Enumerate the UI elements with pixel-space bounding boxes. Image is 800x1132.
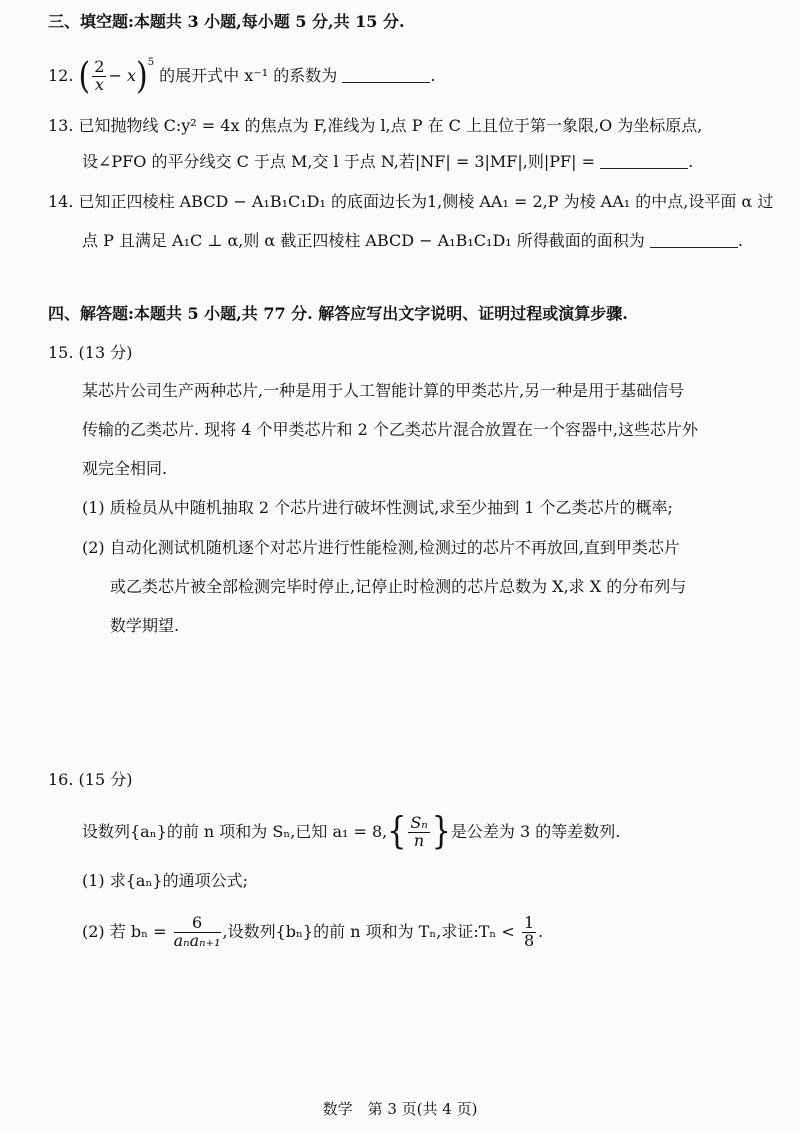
q15-header: 15. (13 分) xyxy=(48,343,133,362)
q16-subquestion-1: (1) 求{aₙ}的通项公式; xyxy=(82,871,248,890)
q16-s2-prefix: (2) 若 bₙ = xyxy=(82,921,167,941)
q12-minus-x: − x xyxy=(108,66,136,85)
q16-bn-fraction: $\frac{6}{\text{aₙaₙ₊₁}}$ xyxy=(173,913,221,950)
q12-answer-blank[interactable] xyxy=(342,82,430,83)
q12-right-paren: ) xyxy=(135,54,148,97)
page-footer: 数学 第 3 页(共 4 页) xyxy=(322,1100,478,1118)
q14-answer-blank[interactable] xyxy=(650,247,738,248)
q16-intro-a: 设数列{aₙ}的前 n 项和为 Sₙ,已知 a₁ = 8, xyxy=(82,821,388,841)
q15-subquestion-2-line1: (2) 自动化测试机随机逐个对芯片进行性能检测,检测过的芯片不再放回,直到甲类芯片 xyxy=(82,538,680,557)
q12-text: 的展开式中 x⁻¹ 的系数为 xyxy=(159,66,338,85)
q13-line1: 13. 已知抛物线 C:y² = 4x 的焦点为 F,准线为 l,点 P 在 C 上且位于第一象限,O 为坐标原点, xyxy=(48,116,703,135)
q16-s2-mid: ,设数列{bₙ}的前 n 项和为 Tₙ,求证:Tₙ < xyxy=(222,921,515,941)
q16-intro-b: 是公差为 3 的等差数列. xyxy=(450,821,621,841)
question-13-line2: 设∠PFO 的平分线交 C 于点 M,交 l 于点 N,若|NF| = 3|MF|,则|PF| = . xyxy=(82,152,694,171)
q15-subquestion-1: (1) 质检员从中随机抽取 2 个芯片进行破坏性测试,求至少抽到 1 个乙类芯片的概率; xyxy=(82,498,673,517)
q16-intro: 设数列{aₙ}的前 n 项和为 Sₙ,已知 a₁ = 8,{ $\frac{\text{Sₙ}}{n}$ }是公差为 3 的等差数列. xyxy=(82,809,621,854)
q12-left-paren: ( xyxy=(78,54,91,97)
q12-number: 12. xyxy=(48,66,74,85)
question-14-line2: 点 P 且满足 A₁C ⊥ α,则 α 截正四棱柱 ABCD − A₁B₁C₁D₁ 所得截面的面积为 . xyxy=(82,231,743,250)
q13-answer-blank[interactable] xyxy=(600,168,688,169)
q15-paragraph-line2: 传输的乙类芯片. 现将 4 个甲类芯片和 2 个乙类芯片混合放置在一个容器中,这些芯片外 xyxy=(82,420,698,439)
q14-line1: 14. 已知正四棱柱 ABCD − A₁B₁C₁D₁ 的底面边长为1,侧棱 AA₁ = 2,P 为棱 AA₁ 的中点,设平面 α 过 xyxy=(48,192,774,211)
section3-heading: 三、填空题:本题共 3 小题,每小题 5 分,共 15 分. xyxy=(48,12,405,31)
q13-line2: 设∠PFO 的平分线交 C 于点 M,交 l 于点 N,若|NF| = 3|MF|,则|PF| = xyxy=(82,152,596,171)
section4-heading: 四、解答题:本题共 5 小题,共 77 分. 解答应写出文字说明、证明过程或演算步骤. xyxy=(48,304,628,323)
q15-subquestion-2-line2: 或乙类芯片被全部检测完毕时停止,记停止时检测的芯片总数为 X,求 X 的分布列与 xyxy=(110,577,687,596)
q16-sn-over-n: $\frac{\text{Sₙ}}{n}$ xyxy=(410,813,428,850)
q16-subquestion-2 xyxy=(82,915,543,950)
question-12: 12. ( $\frac{2}{x}$ − x)$^5$ 的展开式中 x⁻¹ 的系数为 . xyxy=(48,54,436,97)
q15-paragraph-line3: 观完全相同. xyxy=(82,459,168,478)
q15-paragraph-line1: 某芯片公司生产两种芯片,一种是用于人工智能计算的甲类芯片,另一种是用于基础信号 xyxy=(82,381,685,400)
q12-fraction: $\frac{2}{x}$ xyxy=(94,57,105,94)
q16-s2-end: . xyxy=(538,921,544,941)
q16-one-eighth-fraction: $\frac{1}{8}$ xyxy=(523,913,535,950)
q15-subquestion-2-line3: 数学期望. xyxy=(110,616,180,635)
q16-header: 16. (15 分) xyxy=(48,770,133,789)
q14-line2: 点 P 且满足 A₁C ⊥ α,则 α 截正四棱柱 ABCD − A₁B₁C₁D₁ 所得截面的面积为 xyxy=(82,231,645,250)
q12-power: 5 xyxy=(147,57,155,68)
